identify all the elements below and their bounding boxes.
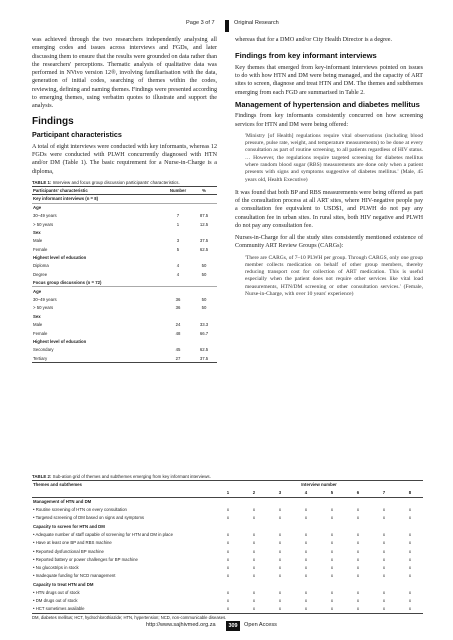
table-row [32,539,423,547]
table-cell: x [408,531,412,537]
table-cell [165,312,191,320]
table-cell: x [278,573,282,579]
table-cell: x [252,548,256,554]
theme-label: • DM drugs out of stock [33,598,78,604]
table-cell: Sex [33,313,41,319]
table-cell: 62.5 [199,246,209,252]
table-cell: Secondary [33,347,54,353]
theme-label: • Routine screening of HTN on every consultation [33,507,127,513]
table-cell [345,580,371,588]
table-cell: Male [33,238,43,244]
table-cell [267,522,293,530]
table-row [32,228,217,236]
table-cell [397,522,423,530]
table-cell: x [226,531,230,537]
table-cell: x [356,540,360,546]
theme-label: • Have at least one BP and RBS machine [33,540,112,546]
table-cell: x [252,531,256,537]
page-header [0,20,453,32]
table-row [32,555,423,563]
table-cell: Highest level of education [33,255,87,261]
table-cell: x [382,531,386,537]
table-cell: x [330,598,334,604]
theme-label: • HCT sometimes available [32,605,215,613]
table-cell: 87.5 [199,213,209,219]
table-cell: x [382,507,386,513]
table-row [32,262,217,270]
table-row [32,530,423,538]
table-cell [319,522,345,530]
table-row [32,337,217,345]
table1-caption: TABLE 1: Interview and focus group discussion participants' characteristics. [32,179,180,185]
open-access-label: Open Access [244,622,277,628]
table-cell [191,337,217,345]
paragraph: whereas that for a DMO and/or City Health Director is a degree. [235,37,393,43]
theme-label: • HTN drugs out of stock [33,590,80,595]
table-header-interview-number: Interview number [215,481,423,489]
table-cell: x [382,598,386,604]
table-cell: x [226,598,230,604]
table-cell [371,522,397,530]
table-row [32,211,217,219]
table-cell: x [382,590,386,595]
table-cell: x [356,515,360,521]
table-cell: x [278,556,282,562]
table-cell [397,580,423,588]
table-cell: 37.5 [199,238,209,244]
table-cell: 50 [201,263,207,269]
themes-table [32,480,423,614]
table-cell [165,195,191,203]
table-cell: x [252,565,256,571]
table-row [32,514,423,522]
table-cell: x [330,565,334,571]
table-row [32,329,217,337]
table-cell: 45 [175,347,181,353]
table-cell: 30–49 years [33,297,57,303]
table-cell: x [252,507,256,513]
table-cell: x [330,573,334,579]
table-cell: 37.5 [191,354,217,362]
table-cell: x [356,573,360,579]
table-cell: x [397,605,423,613]
subheading-management: Management of hypertension and diabetes mellitus [235,99,420,109]
table-row [32,245,217,253]
table-row [32,220,217,228]
verbatim-quote: 'There are CARGs, of 7–10 PLWH per group. Through CARGS, only one group member collects medication on behalf of other group members, thereby reducing transport cost for collection of ART medication. This is useful especially when the patient does not require other services like vital load measurements, HTN/DM screening or other consultation services.' (Female, Nurse-in-Charge, with over 10 years' experience) [245,254,423,298]
table-cell: x [304,556,308,562]
subheading-key-informant-findings: Findings from key informant interviews [235,51,377,61]
table-cell: x [304,515,308,521]
table-cell: x [304,548,308,554]
table-cell [191,195,217,203]
table-cell [267,580,293,588]
table-cell: x [330,507,334,513]
table-row [32,321,217,329]
table-cell: x [304,507,308,513]
table-cell: x [226,565,230,571]
table-cell [319,580,345,588]
table-cell: x [319,605,345,613]
table-cell: x [304,573,308,579]
verbatim-quote: 'Ministry [of Health] regulations require vital observations (including blood pressure, pulse rate, weight, and temperature measurements) to be done at every consultation as part of routine screening, to all patients regardless of HIV status. … However, the regulations require targeted screening for diabetes mellitus where random blood sugar (RBS) measurements are done only when a patient presents with signs and symptoms suggestive of diabetes mellitus.' (Male, 45 years old, Health Executive) [245,132,423,183]
table-cell: Female [33,330,48,336]
table-header-percent: % [191,186,217,194]
table-row [32,588,423,596]
table-cell: x [215,605,241,613]
table-cell: Diploma [33,263,49,269]
theme-label: Management of HTN and DM [33,498,92,504]
table-cell: x [293,605,319,613]
table-row [32,270,217,278]
table-cell [191,228,217,236]
table-cell: 50 [201,305,207,311]
table-row [32,547,423,555]
table-cell: x [356,531,360,537]
table2-footnote: DM, diabetes mellitus; HCT, hydrochlorothiazide; HTN, hypertension; NCD, non-communicable diseases. [32,614,227,620]
table-cell: 12.5 [199,221,209,227]
table-cell: x [356,556,360,562]
table-cell: Highest level of education [33,338,87,344]
table-cell: 24 [175,322,181,328]
table-cell: x [330,515,334,521]
table-cell: x [226,548,230,554]
table-cell [293,580,319,588]
table-row [32,312,217,320]
table-cell [371,497,397,505]
table-cell: x [382,573,386,579]
table-row [32,295,217,303]
table-cell: x [226,590,230,595]
table-cell [397,497,423,505]
table-header-themes: Themes and subthemes [32,481,215,489]
table-cell: x [278,565,282,571]
article-type-label: Original Research [234,20,279,26]
table-cell: Age [33,288,42,294]
table-cell: x [356,590,360,595]
table-cell [293,497,319,505]
table-cell: x [304,540,308,546]
table-cell: 62.5 [199,347,209,353]
subheading-participant-characteristics: Participant characteristics [32,130,122,140]
table-cell: x [330,548,334,554]
table-cell: x [356,565,360,571]
table-cell: x [330,556,334,562]
table-cell: 3 [176,238,180,244]
section-heading-findings: Findings [32,116,74,128]
theme-label: • Reported battery or power challenges for BP machine [33,556,138,562]
right-column [235,36,423,303]
table-cell: Age [33,204,42,210]
theme-label: Capacity to screen for HTN and DM [33,523,105,529]
table-cell [165,279,191,287]
table-header-interview: 1 [215,489,241,497]
table-header-interview: 3 [267,489,293,497]
themes-table-block [32,470,423,620]
table-header-interview: 2 [241,489,267,497]
table-cell: x [382,556,386,562]
table-row [32,279,217,287]
table-row [32,354,217,362]
table-cell: x [226,507,230,513]
table-cell: x [304,598,308,604]
table-cell: x [371,605,397,613]
table-cell: x [252,515,256,521]
table-row [32,304,217,312]
table-row [32,522,423,530]
theme-label: • Targeted screening of DM based on signs and symptoms [33,515,145,521]
table-cell: x [408,515,412,521]
table-cell: x [382,565,386,571]
table-cell: x [278,590,282,595]
table-cell: x [304,590,308,595]
paragraph: A total of eight interviews were conducted with key informants, whereas 12 FGDs were conducted with PLWH concurrently diagnosed with HTN and/or DM (Table 1). The basic requirement for a Nurse-in-Charge is a diploma, [32,143,217,175]
table-cell: x [252,590,256,595]
table-header-number: Number [165,186,191,194]
table-cell: 48 [175,330,181,336]
table-cell [165,203,191,211]
theme-label: • No glucostrips in stock [33,565,79,571]
table-cell: x [278,531,282,537]
paragraph: was achieved through the two researchers independently analysing all emerging codes and issues across interviews and FGDs, and later discussing them to ensure that the results were grounded on data rather than the researchers' perceptions. Thematic analysis of qualitative data was performed in NVivo version 12®, involving familiarisation with the data, generation of initial codes, searching of themes within the codes, reviewing, defining and naming themes. Findings were presented according to emerging themes, using verbatim quotes to illustrate and support the analysis. [32,37,217,109]
table-cell: x [382,540,386,546]
table-header-interview: 6 [345,489,371,497]
table-cell: x [408,565,412,571]
table-cell: x [252,598,256,604]
table-header-interview: 7 [371,489,397,497]
table2-caption: TABLE 2: Sub-ation grid of themes and subthemes emerging from key informant interviews. [32,474,211,479]
table-cell [241,580,267,588]
table-cell [191,312,217,320]
table-cell [293,522,319,530]
table-cell: > 50 years [33,221,54,227]
table-row [32,195,217,203]
table-cell [191,279,217,287]
table-cell: 4 [176,271,180,277]
table-cell [345,497,371,505]
table-row [32,597,423,605]
theme-label: • Inadequate funding for NCD management [33,573,116,579]
table-cell: x [226,540,230,546]
table-cell: 66.7 [199,330,209,336]
table-row [32,605,423,613]
table-cell: x [382,515,386,521]
table-cell: x [408,590,412,595]
table-cell: 33.3 [199,322,209,328]
table-cell: 27 [165,354,191,362]
table-cell: Sex [33,229,41,235]
table-cell: x [356,598,360,604]
table-cell: x [278,540,282,546]
table-row [32,572,423,580]
table-header-interview: 5 [319,489,345,497]
table-cell: x [226,573,230,579]
table-cell: x [278,515,282,521]
table-cell: x [278,548,282,554]
table-cell [267,497,293,505]
table-cell: x [408,556,412,562]
table-cell: 7 [176,213,180,219]
table-cell: x [330,590,334,595]
table-cell [215,522,241,530]
table-cell: Key informant interviews (n = 8) [32,195,165,203]
table-cell: x [382,548,386,554]
table-cell: x [252,556,256,562]
table-cell: x [330,540,334,546]
table-header-blank [32,489,215,497]
table-row [32,203,217,211]
table-cell: 50 [201,271,207,277]
table-cell [191,287,217,295]
table-cell: > 50 years [33,305,54,311]
paragraph: Findings from key informants consistently concurred on how screening services for HTN and DM were being offered: [235,113,423,128]
table-cell: x [241,605,267,613]
table-row [32,497,423,505]
table-cell: x [278,507,282,513]
table-header-interview: 4 [293,489,319,497]
paragraph: Nurses-in-Charge for all the study sites consistently mentioned existence of Community ART Review Groups (CARGs): [235,235,423,250]
table-cell: Female [33,246,48,252]
table-cell: 1 [176,221,180,227]
table-cell: Focus group discussions (n = 72) [32,279,165,287]
table-cell: x [408,598,412,604]
table-cell [371,580,397,588]
table-row [32,346,217,354]
table-row [32,287,217,295]
table-cell: x [345,605,371,613]
page-footer [0,621,453,631]
table-cell: 50 [201,297,207,303]
table-row [32,253,217,261]
table-cell: Male [33,322,43,328]
theme-label: Capacity to treat HTN and DM [33,581,94,587]
table-cell [165,337,191,345]
table-cell: x [408,540,412,546]
table-cell: 36 [175,305,181,311]
table-cell: x [226,556,230,562]
table-cell: Tertiary [32,354,165,362]
table-cell: x [252,540,256,546]
table-row [32,580,423,588]
table-cell [241,522,267,530]
participants-table [32,186,217,363]
table-header-interview: 8 [397,489,423,497]
left-column [32,36,217,363]
paragraph: Key themes that emerged from key-informant interviews pointed on issues to do with how HTN and DM were being managed, and the capacity of ART sites to screen, diagnose and treat HTN and DM. The themes and subthemes emerging from each FGD are summarised in Table 2. [235,64,423,96]
table-row [32,505,423,513]
table-cell [345,522,371,530]
table-row [32,563,423,571]
table-cell: 30–49 years [33,213,57,219]
table-header-characteristic: Participants' characteristic [32,186,165,194]
table-cell: x [252,573,256,579]
table-cell [241,497,267,505]
table-cell: x [408,507,412,513]
table-cell: x [408,573,412,579]
theme-label: • Adequate number of staff capable of screening for HTN and DM in place [33,531,173,537]
page-number: 309 [226,621,240,631]
theme-label: • Reported dysfunctional BP machine [33,548,104,554]
header-divider-block [225,20,229,32]
table-cell: x [304,565,308,571]
journal-url[interactable]: http://www.sajhivmed.org.za [146,622,216,628]
table-cell: 5 [176,246,180,252]
paragraph: It was found that both BP and RBS measurements were being offered as part of the consultation process at all ART sites, where HIV-negative people pay a consultation fee equivalent to USD$1, and PLWH do not pay any consultation fee in urban sites. In rural sites, both HIV negative and PLWH do not pay any consultation fee. [235,189,423,229]
table-cell: x [408,548,412,554]
table-cell: x [356,507,360,513]
table-cell: 36 [175,297,181,303]
table-cell [191,203,217,211]
table-cell: x [278,598,282,604]
page-indicator: Page 3 of 7 [186,20,215,26]
table-cell: 4 [176,263,180,269]
table-row [32,237,217,245]
table-cell [165,228,191,236]
table-cell [165,253,191,261]
table-cell [191,253,217,261]
table-cell [215,580,241,588]
table-cell: Degree [33,271,48,277]
table-cell: x [330,531,334,537]
table-cell [215,497,241,505]
table-cell [165,287,191,295]
table-cell: x [267,605,293,613]
table-cell: x [356,548,360,554]
table-cell: x [226,515,230,521]
table-cell: x [304,531,308,537]
table-cell [319,497,345,505]
